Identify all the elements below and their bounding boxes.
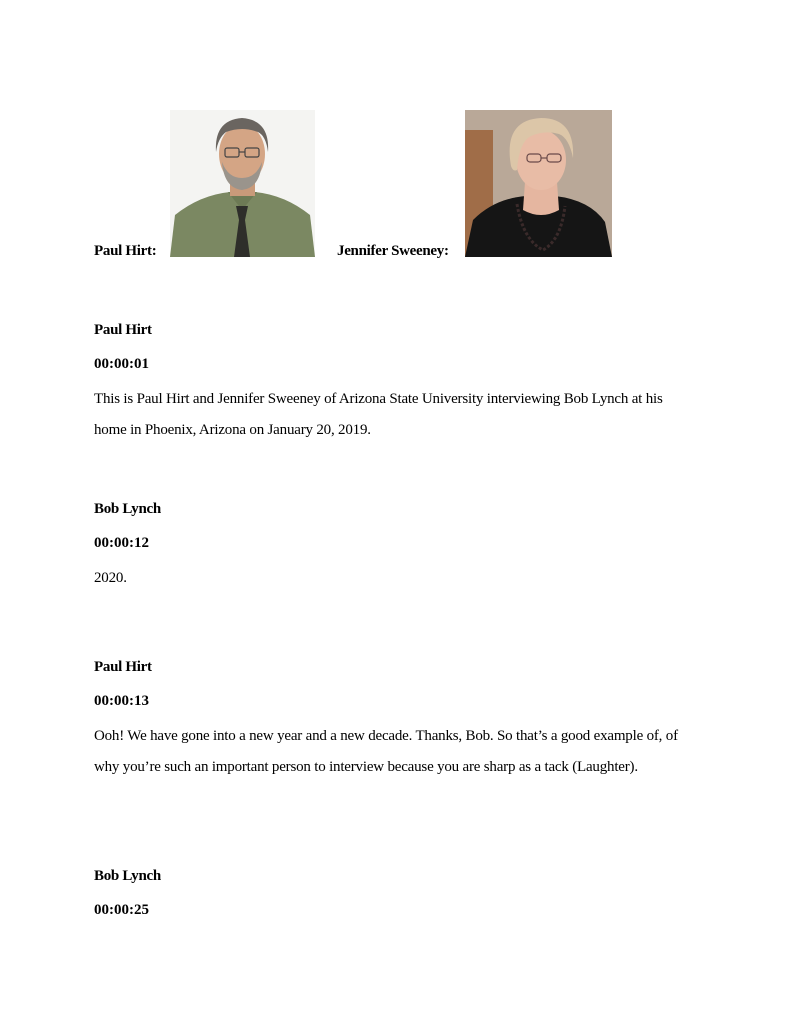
utterance-text: 2020. (94, 570, 127, 586)
transcript-entry (94, 868, 694, 919)
speaker-name: Paul Hirt (94, 659, 152, 675)
speaker-name: Paul Hirt (94, 322, 152, 338)
speaker-name: Bob Lynch (94, 501, 161, 517)
participant-label-jennifer: Jennifer Sweeney: (337, 243, 449, 259)
transcript-entry (94, 501, 694, 594)
timestamp: 00:00:01 (94, 356, 149, 372)
utterance-text: Ooh! We have gone into a new year and a new decade. Thanks, Bob. So that’s a good example of, of why you’re such an important person to interview because you are sharp as a tack (Laughter). (94, 728, 678, 775)
utterance-text: This is Paul Hirt and Jennifer Sweeney of Arizona State University interviewing Bob Lynch at his home in Phoenix, Arizona on January 20, 2019. (94, 391, 663, 438)
timestamp: 00:00:25 (94, 902, 149, 918)
transcript-entry (94, 659, 694, 783)
transcript-entry (94, 322, 694, 446)
speaker-name: Bob Lynch (94, 868, 161, 884)
participants-header (0, 0, 800, 270)
portrait-woman-icon (465, 110, 612, 257)
timestamp: 00:00:12 (94, 535, 149, 551)
timestamp: 00:00:13 (94, 693, 149, 709)
portrait-man-icon (170, 110, 315, 257)
participant-label-paul: Paul Hirt: (94, 243, 157, 259)
